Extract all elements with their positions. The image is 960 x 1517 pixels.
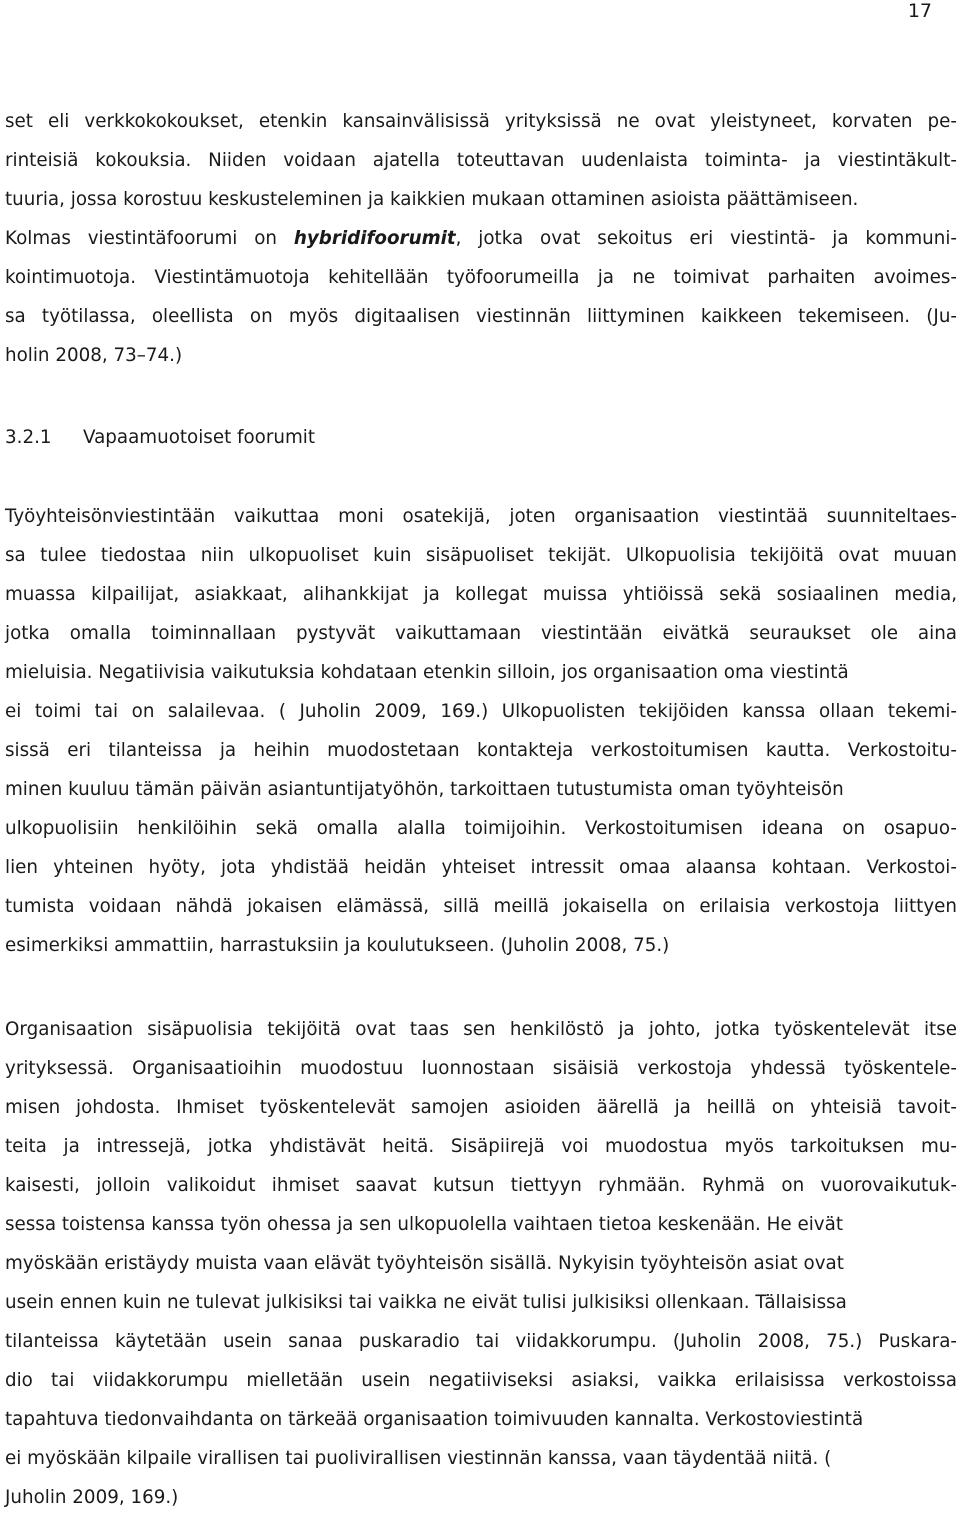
text-line: holin 2008, 73–74.) [5,345,183,366]
text-line: kointimuotoja. Viestintämuotoja kehitellään työfoorumeilla ja ne toimivat parhaiten avoimes- [5,267,957,288]
text-line: sa työtilassa, oleellista on myös digitaalisen viestinnän liittyminen kaikkeen tekemiseen. (Ju- [5,306,957,327]
text-line: Juholin 2009, 169.) [5,1487,179,1508]
text-line: dio tai viidakkorumpu mielletään usein negatiiviseksi asiaksi, vaikka erilaisissa verkostoissa [5,1370,957,1391]
paragraph-3 [5,1010,957,1517]
page-number: 17 [907,0,932,22]
text-line: ei toimi tai on salailevaa. ( Juholin 2009, 169.) Ulkopuolisten tekijöiden kanssa ollaan tekemi- [5,701,957,722]
text-line: tapahtuva tiedonvaihdanta on tärkeää organisaation toimivuuden kannalta. Verkostoviestintä [5,1409,864,1430]
text-line [5,219,957,258]
text-line: ei myöskään kilpaile virallisen tai puolivirallisen viestinnän kanssa, vaan täydentää niitä. ( [5,1448,832,1469]
text-line: myöskään eristäydy muista vaan elävät työyhteisön sisällä. Nykyisin työyhteisön asiat ovat [5,1253,844,1274]
text-line: yrityksessä. Organisaatioihin muodostuu luonnostaan sisäisiä verkostoja yhdessä työskentele- [5,1058,957,1079]
text-line: tilanteissa käytetään usein sanaa puskaradio tai viidakkorumpu. (Juholin 2008, 75.) Puskara- [5,1331,957,1352]
text-line: esimerkiksi ammattiin, harrastuksiin ja koulutukseen. (Juholin 2008, 75.) [5,935,670,956]
text-line: minen kuuluu tämän päivän asiantuntijatyöhön, tarkoittaen tutustumista oman työyhteisön [5,779,844,800]
text-line: muassa kilpailijat, asiakkaat, alihankkijat ja kollegat muissa yhtiöissä sekä sosiaalinen media, [5,584,957,605]
text-line: Työyhteisönviestintään vaikuttaa moni osatekijä, joten organisaation viestintää suunniteltaes- [5,506,957,527]
text-line: mieluisia. Negatiivisia vaikutuksia kohdataan etenkin silloin, jos organisaation oma viestintä [5,662,849,683]
text-line: lien yhteinen hyöty, jota yhdistää heidän yhteiset intressit omaa alaansa kohtaan. Verkostoi- [5,857,957,878]
text-line: Organisaation sisäpuolisia tekijöitä ovat taas sen henkilöstö ja johto, jotka työskentelevät itse [5,1019,957,1040]
text-fragment: Kolmas viestintäfoorumi on [5,228,294,249]
section-title: Vapaamuotoiset foorumit [83,427,316,448]
emphasized-term: hybridifoorumit [293,228,456,249]
text-line: rinteisiä kokouksia. Niiden voidaan ajatella toteuttavan uudenlaista toiminta- ja viestintäkult- [5,150,957,171]
text-line: tuuria, jossa korostuu keskusteleminen ja kaikkien mukaan ottaminen asioista päättämiseen. [5,189,859,210]
text-line: tumista voidaan nähdä jokaisen elämässä, sillä meillä jokaisella on erilaisia verkostoja liittyen [5,896,957,917]
text-line: sessa toistensa kanssa työn ohessa ja sen ulkopuolella vaihtaen tietoa keskenään. He eivät [5,1214,843,1235]
text-line: sissä eri tilanteissa ja heihin muodostetaan kontakteja verkostoitumisen kautta. Verkostoitu- [5,740,957,761]
text-line: jotka omalla toiminnallaan pystyvät vaikuttamaan viestintään eivätkä seuraukset ole aina [5,623,957,644]
text-line: kaisesti, jolloin valikoidut ihmiset saavat kutsun tiettyyn ryhmään. Ryhmä on vuorovaikutuk- [5,1175,957,1196]
section-heading [5,418,315,457]
text-fragment: , jotka ovat sekoitus eri viestintä- ja kommuni- [455,228,957,249]
text-line: usein ennen kuin ne tulevat julkisiksi tai vaikka ne eivät tulisi julkisiksi ollenkaan. Tällaisissa [5,1292,847,1313]
text-line: misen johdosta. Ihmiset työskentelevät samojen asioiden äärellä ja heillä on yhteisiä tavoit- [5,1097,957,1118]
text-line: ulkopuolisiin henkilöihin sekä omalla alalla toimijoihin. Verkostoitumisen ideana on osapuo- [5,818,957,839]
paragraph-1 [5,102,957,375]
paragraph-2 [5,497,957,965]
text-line: sa tulee tiedostaa niin ulkopuoliset kuin sisäpuoliset tekijät. Ulkopuolisia tekijöitä ovat muuan [5,545,957,566]
text-line: teita ja intressejä, jotka yhdistävät heitä. Sisäpiirejä voi muodostua myös tarkoituksen mu- [5,1136,957,1157]
text-line: set eli verkkokokoukset, etenkin kansainvälisissä yrityksissä ne ovat yleistyneet, korvaten pe- [5,111,957,132]
section-number: 3.2.1 [5,427,52,448]
